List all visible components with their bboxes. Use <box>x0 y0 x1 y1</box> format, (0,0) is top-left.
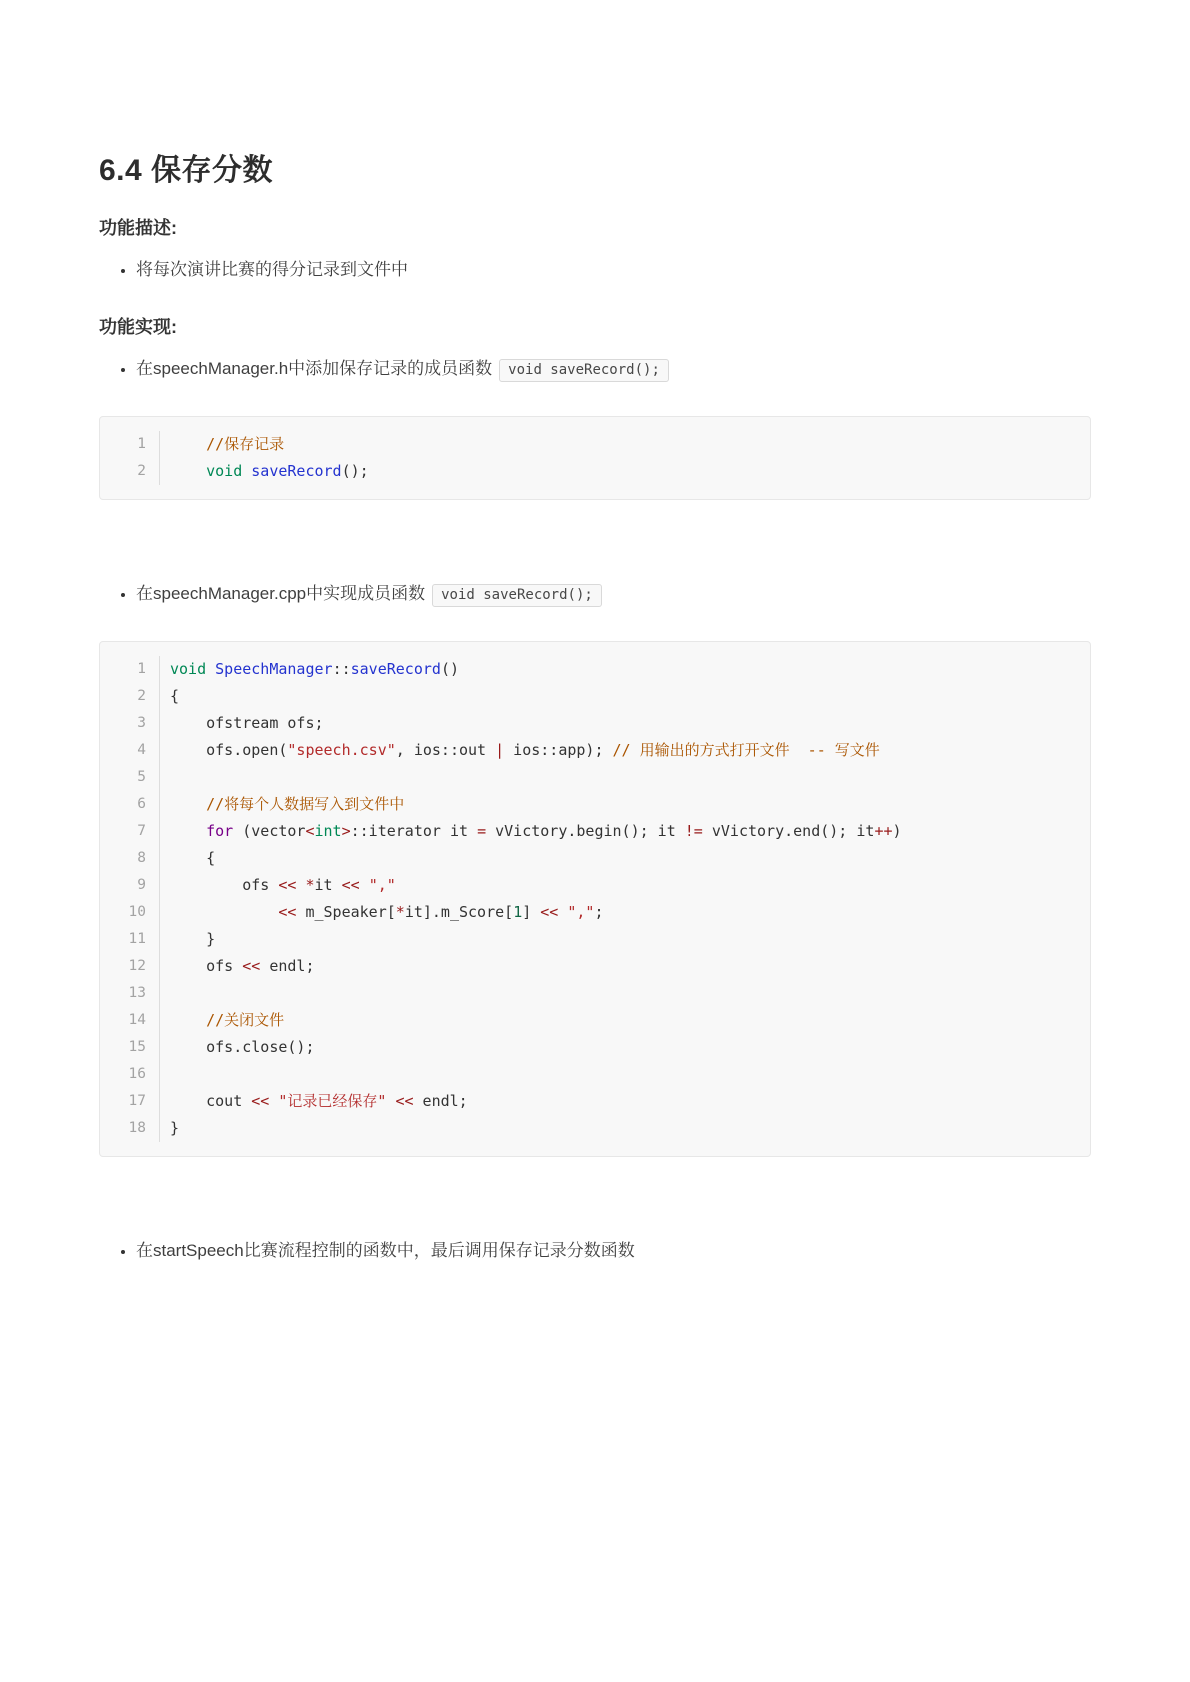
impl-bullet-cpp-text: 在speechManager.cpp中实现成员函数 <box>136 584 426 603</box>
code-content: ofs.open("speech.csv", ios::out | ios::app); // 用输出的方式打开文件 -- 写文件 <box>170 741 880 759</box>
desc-bullet-text: 将每次演讲比赛的得分记录到文件中 <box>136 260 408 279</box>
final-bullet-text: 在startSpeech比赛流程控制的函数中，最后调用保存记录分数函数 <box>136 1241 635 1260</box>
desc-bullet-list <box>99 254 1091 285</box>
page-title: 6.4 保存分数 <box>99 154 274 187</box>
code-line <box>100 926 1090 953</box>
line-number: 1 <box>100 431 160 458</box>
line-number: 2 <box>100 683 160 710</box>
code-content: ofs << *it << "," <box>170 876 396 894</box>
code-content: //将每个人数据写入到文件中 <box>206 795 405 813</box>
code-content: ofstream ofs; <box>170 714 324 732</box>
code-line <box>100 1034 1090 1061</box>
final-bullet-list <box>99 1235 1091 1266</box>
code-line <box>100 791 1090 818</box>
function-impl-label: 功能实现: <box>99 317 177 337</box>
document-page <box>99 0 1091 1266</box>
line-number: 9 <box>100 872 160 899</box>
code-line <box>100 845 1090 872</box>
code-line <box>100 1088 1090 1115</box>
line-number: 13 <box>100 980 160 1007</box>
impl-bullet-list-header <box>99 353 1091 386</box>
function-desc-label: 功能描述: <box>99 218 177 238</box>
code-content: { <box>170 687 180 705</box>
code-content: //关闭文件 <box>206 1011 285 1029</box>
line-number: 17 <box>100 1088 160 1115</box>
line-number: 12 <box>100 953 160 980</box>
code-content: void saveRecord(); <box>206 462 369 480</box>
code-line <box>100 1007 1090 1034</box>
line-number: 7 <box>100 818 160 845</box>
code-block-cpp-impl <box>99 641 1091 1157</box>
code-line <box>100 818 1090 845</box>
line-number: 11 <box>100 926 160 953</box>
code-line <box>100 1115 1090 1142</box>
inline-code-chip: void saveRecord(); <box>499 359 669 382</box>
line-number: 3 <box>100 710 160 737</box>
list-item <box>136 353 1091 386</box>
code-content: << m_Speaker[*it].m_Score[1] << ","; <box>278 903 604 921</box>
code-content: { <box>170 849 216 867</box>
line-number: 10 <box>100 899 160 926</box>
code-line <box>100 656 1090 683</box>
code-line <box>100 953 1090 980</box>
code-block-header-snippet <box>99 416 1091 500</box>
list-item <box>136 254 1091 285</box>
code-content: //保存记录 <box>206 435 285 453</box>
line-number: 6 <box>100 791 160 818</box>
code-content <box>160 764 170 791</box>
code-content: void SpeechManager::saveRecord() <box>170 660 459 678</box>
impl-bullet-list-cpp <box>99 578 1091 611</box>
code-content: cout << "记录已经保存" << endl; <box>170 1092 468 1110</box>
code-line <box>100 872 1090 899</box>
line-number: 1 <box>100 656 160 683</box>
line-number: 8 <box>100 845 160 872</box>
list-item <box>136 578 1091 611</box>
code-line <box>100 431 1090 458</box>
code-content: } <box>170 930 216 948</box>
code-content <box>160 1061 170 1088</box>
impl-bullet-header-text: 在speechManager.h中添加保存记录的成员函数 <box>136 359 493 378</box>
code-line <box>100 1061 1090 1088</box>
code-line <box>100 458 1090 485</box>
code-content: ofs.close(); <box>170 1038 315 1056</box>
list-item <box>136 1235 1091 1266</box>
code-line <box>100 710 1090 737</box>
line-number: 15 <box>100 1034 160 1061</box>
code-line <box>100 737 1090 764</box>
code-line <box>100 683 1090 710</box>
line-number: 5 <box>100 764 160 791</box>
code-line <box>100 980 1090 1007</box>
inline-code-chip: void saveRecord(); <box>432 584 602 607</box>
line-number: 2 <box>100 458 160 485</box>
code-line <box>100 764 1090 791</box>
code-content <box>160 980 170 1007</box>
line-number: 14 <box>100 1007 160 1034</box>
code-line <box>100 899 1090 926</box>
code-content: ofs << endl; <box>170 957 315 975</box>
code-content: for (vector<int>::iterator it = vVictory.begin(); it != vVictory.end(); it++) <box>206 822 902 840</box>
line-number: 16 <box>100 1061 160 1088</box>
line-number: 18 <box>100 1115 160 1142</box>
code-content: } <box>170 1119 180 1137</box>
line-number: 4 <box>100 737 160 764</box>
